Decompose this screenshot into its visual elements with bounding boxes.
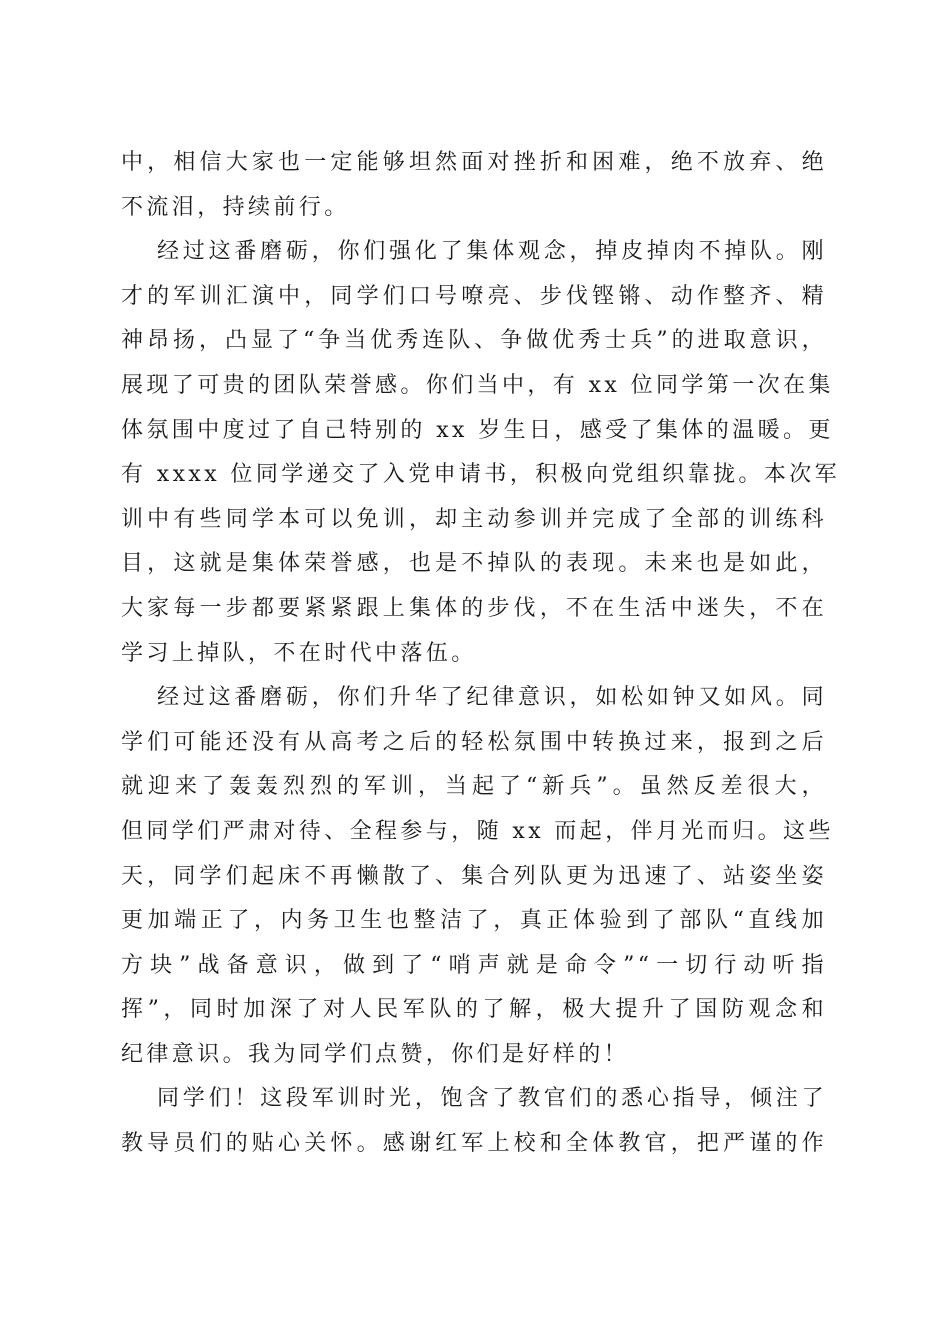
text-line: 纪律意识。我为同学们点赞，你们是好样的！ <box>121 1041 630 1067</box>
text-line: 经过这番磨砺，你们升华了纪律意识，如松如钟又如风。同 <box>157 685 827 711</box>
paragraph <box>121 141 827 230</box>
document-page <box>121 141 841 1167</box>
paragraph <box>121 1077 827 1166</box>
text-line: 展现了可贵的团队荣誉感。你们当中，有 xx 位同学第一次在集 <box>121 372 834 398</box>
text-line: 经过这番磨砺，你们强化了集体观念，掉皮掉肉不掉队。刚 <box>157 239 827 265</box>
text-line: 学们可能还没有从高考之后的轻松氛围中转换过来，报到之后 <box>121 729 827 755</box>
text-line: 就迎来了轰轰烈烈的军训，当起了“新兵”。虽然反差很大， <box>121 774 827 800</box>
text-line: 更加端正了，内务卫生也整洁了，真正体验到了部队“直线加 <box>121 908 827 934</box>
paragraph <box>121 230 841 676</box>
text-line: 方块”战备意识，做到了“哨声就是命令”“一切行动听指 <box>121 952 827 978</box>
text-line: 同学们！这段军训时光，饱含了教官们的悉心指导，倾注了 <box>157 1086 827 1112</box>
text-line: 中，相信大家也一定能够坦然面对挫折和困难，绝不放弃、绝 <box>121 150 827 175</box>
text-line: 有 xxxx 位同学递交了入党申请书，积极向党组织靠拢。本次军 <box>121 462 841 488</box>
text-line: 才的军训汇演中，同学们口号嘹亮、步伐铿锵、动作整齐、精 <box>121 283 827 309</box>
text-line: 训中有些同学本可以免训，却主动参训并完成了全部的训练科 <box>121 506 827 532</box>
text-line: 目，这就是集体荣誉感，也是不掉队的表现。未来也是如此， <box>121 551 827 577</box>
text-line: 天，同学们起床不再懒散了、集合列队更为迅速了、站姿坐姿 <box>121 863 827 889</box>
text-line: 大家每一步都要紧紧跟上集体的步伐，不在生活中迷失，不在 <box>121 595 827 621</box>
text-line: 学习上掉队，不在时代中落伍。 <box>121 640 477 666</box>
text-line: 但同学们严肃对待、全程参与，随 xx 而起，伴月光而归。这些 <box>121 818 834 844</box>
paragraph <box>121 676 834 1077</box>
text-line: 体氛围中度过了自己特别的 xx 岁生日，感受了集体的温暖。更 <box>121 417 834 443</box>
text-line: 教导员们的贴心关怀。感谢红军上校和全体教官，把严谨的作 <box>121 1131 827 1157</box>
text-line: 神昂扬，凸显了“争当优秀连队、争做优秀士兵”的进取意识， <box>121 328 827 354</box>
text-line: 挥”，同时加深了对人民军队的了解，极大提升了国防观念和 <box>121 997 827 1023</box>
text-line: 不流泪，持续前行。 <box>121 194 350 220</box>
